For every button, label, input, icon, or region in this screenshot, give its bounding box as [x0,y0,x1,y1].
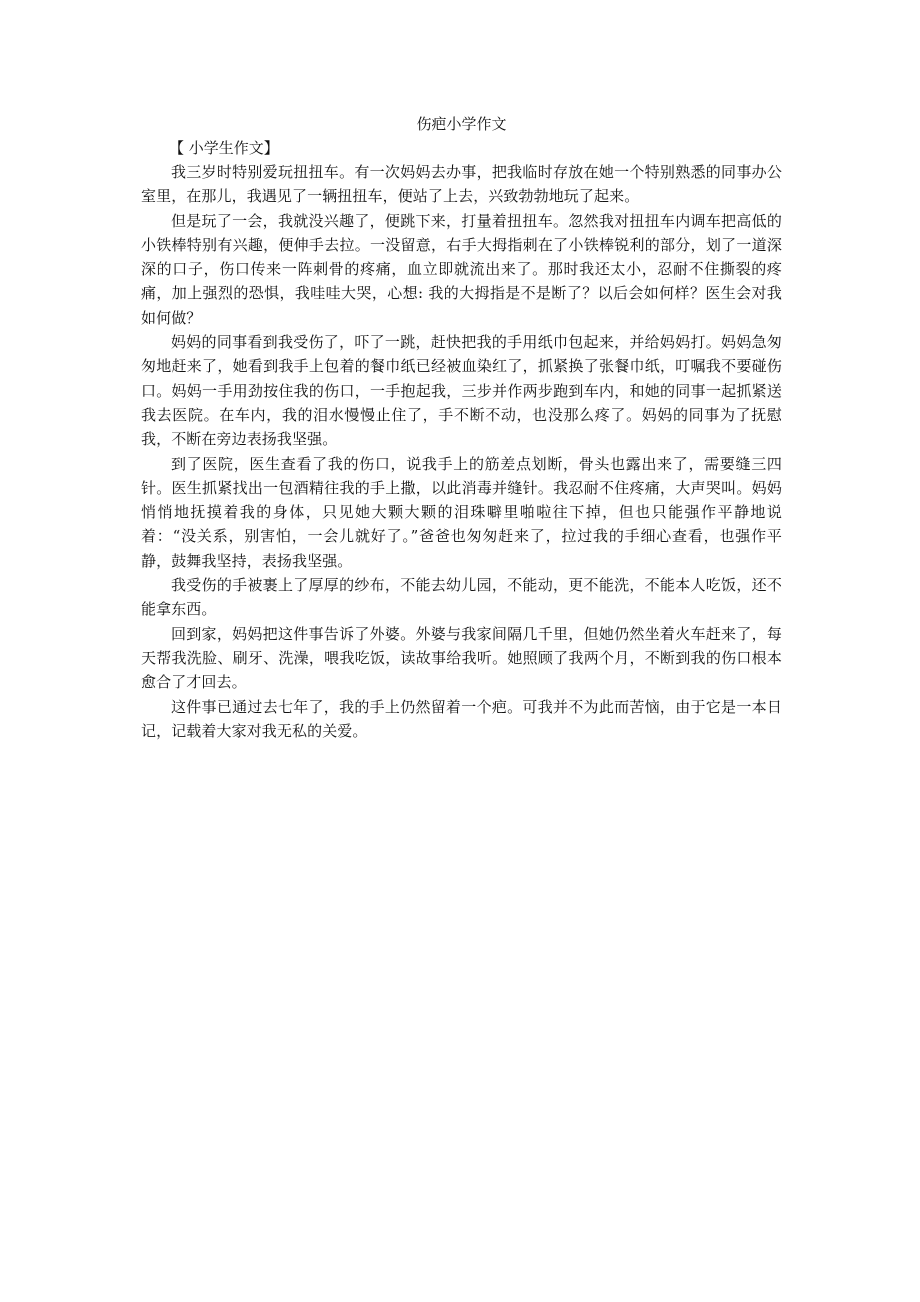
paragraph: 到了医院，医生查看了我的伤口，说我手上的筋差点划断，骨头也露出来了，需要缝三四针。医生抓紧找出一包酒精往我的手上撒，以此消毒并缝针。我忍耐不住疼痛，大声哭叫。妈妈悄悄地抚摸着我的身体，只见她大颗大颗的泪珠噼里啪啦往下掉，但也只能强作平静地说着：“没关系，别害怕，一会儿就好了。”爸爸也匆匆赶来了，拉过我的手细心查看，也强作平静，鼓舞我坚持，表扬我坚强。 [141,454,782,570]
paragraph: 但是玩了一会，我就没兴趣了，便跳下来，打量着扭扭车。忽然我对扭扭车内调车把高低的小铁棒特别有兴趣，便伸手去拉。一没留意，右手大拇指刺在了小铁棒锐利的部分，划了一道深深的口子，伤口传来一阵刺骨的疼痛，血立即就流出来了。那时我还太小，忍耐不住撕裂的疼痛，加上强烈的恐惧，我哇哇大哭，心想: 我的大拇指是不是断了？以后会如何样？医生会对我如何做？ [141,211,782,327]
category-label: 【 小学生作文】 [169,139,279,157]
paragraph: 妈妈的同事看到我受伤了，吓了一跳，赶快把我的手用纸巾包起来，并给妈妈打。妈妈急匆匆地赶来了，她看到我手上包着的餐巾纸已经被血染红了，抓紧换了张餐巾纸，叮嘱我不要碰伤口。妈妈一手用劲按住我的伤口，一手抱起我，三步并作两步跑到车内，和她的同事一起抓紧送我去医院。在车内，我的泪水慢慢止住了，手不断不动，也没那么疼了。妈妈的同事为了抚慰我，不断在旁边表扬我坚强。 [141,333,782,449]
document-title: 伤疤小学作文 [416,115,507,133]
paragraph: 回到家，妈妈把这件事告诉了外婆。外婆与我家间隔几千里，但她仍然坐着火车赶来了，每天帮我洗脸、刷牙、洗澡，喂我吃饭，读故事给我听。她照顾了我两个月，不断到我的伤口根本愈合了才回去。 [141,624,782,692]
paragraph: 我受伤的手被裹上了厚厚的纱布，不能去幼儿园，不能动，更不能洗，不能本人吃饭，还不能拿东西。 [141,576,782,619]
document-body [141,112,782,743]
paragraph: 这件事已通过去七年了，我的手上仍然留着一个疤。可我并不为此而苦恼，由于它是一本日记，记载着大家对我无私的关爱。 [141,697,782,740]
paragraph: 我三岁时特别爱玩扭扭车。有一次妈妈去办事，把我临时存放在她一个特别熟悉的同事办公室里，在那儿，我遇见了一辆扭扭车，便站了上去，兴致勃勃地玩了起来。 [141,163,782,206]
